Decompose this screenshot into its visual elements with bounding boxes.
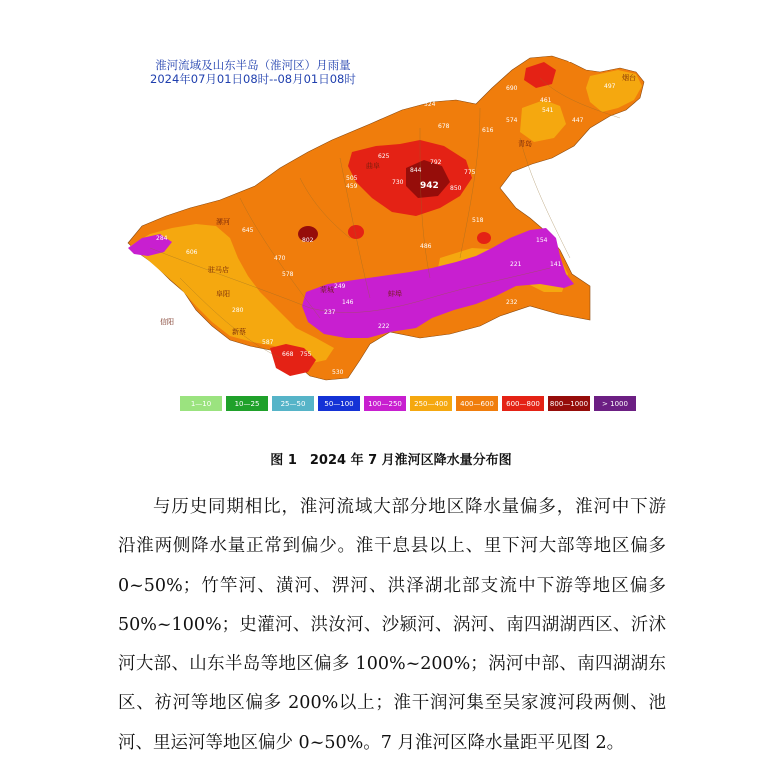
legend-item-100-250: 100—250 [364,396,406,411]
legend-item-10-25: 10—25 [226,396,268,411]
paragraph-line: 50%~100%；史灌河、洪汝河、沙颍河、涡河、南四湖湖西区、沂沭 [118,614,666,635]
map-title-line1: 淮河流域及山东半岛（淮河区）月雨量 [155,58,351,72]
value-label: 678 [438,123,450,130]
body-paragraph [118,488,666,763]
legend-item-250-400: 250—400 [410,396,452,411]
value-label: 237 [324,309,336,316]
value-label: 844 [410,167,422,174]
place-label: 烟台 [622,74,636,82]
legend-item-25-50: 25—50 [272,396,314,411]
value-label: 530 [332,369,344,376]
value-label: 461 [540,97,552,104]
value-label: 232 [506,299,518,306]
value-label: 616 [482,127,494,134]
value-label: 850 [450,185,462,192]
value-label: 447 [572,117,584,124]
place-label: 青岛 [518,140,532,148]
value-label: 468 [456,95,468,102]
value-label: 486 [420,243,432,250]
value-label: 314 [396,89,408,96]
map-title-line2: 2024年07月01日08时--08月01日08时 [150,72,356,86]
rainfall-map [120,48,668,420]
value-label: 775 [464,169,476,176]
value-label: 524 [424,101,436,108]
figure-caption: 图 1 2024 年 7 月淮河区降水量分布图 [270,453,512,468]
place-label: 蒙城 [320,286,334,294]
value-label: 470 [274,255,286,262]
legend-item-800-1000: 800—1000 [548,396,590,411]
place-label: 曲阜 [366,162,380,170]
value-label: 518 [472,217,484,224]
value-label: 505 [346,175,358,182]
value-label: 558 [568,57,580,64]
value-label: 249 [334,283,346,290]
value-label: 802 [302,237,314,244]
legend-item-400-600: 400—600 [456,396,498,411]
paragraph-line: 与历史同期相比，淮河流域大部分地区降水量偏多，淮河中下游 [153,497,666,517]
value-label: 497 [604,83,616,90]
value-label: 645 [242,227,254,234]
legend-item-over-1000: > 1000 [594,396,636,411]
paragraph-line: 河、里运河等地区偏少 0~50%。7 月淮河区降水量距平见图 2。 [118,732,625,753]
value-label: 668 [282,351,294,358]
value-label: 154 [536,237,548,244]
legend-item-600-800: 600—800 [502,396,544,411]
paragraph-line: 区、祊河等地区偏多 200%以上；淮干润河集至吴家渡河段两侧、池 [118,693,666,714]
value-label: 730 [392,179,404,186]
value-label: 541 [542,107,554,114]
value-label: 221 [510,261,522,268]
value-label: 587 [262,339,274,346]
place-label: 漯河 [216,218,230,226]
value-label: 578 [282,271,294,278]
map-legend [180,396,636,411]
place-label: 蚌埠 [388,290,402,298]
map-title [150,58,356,86]
paragraph-line: 河大部、山东半岛等地区偏多 100%~200%；涡河中部、南四湖湖东 [118,654,666,675]
value-label: 755 [300,351,312,358]
place-label: 驻马店 [208,266,229,274]
value-label: 574 [506,117,518,124]
value-label: 284 [156,235,168,242]
value-label: 280 [232,307,244,314]
value-label: 942 [420,181,439,191]
value-label: 146 [342,299,354,306]
value-label: 792 [430,159,442,166]
legend-item-50-100: 50—100 [318,396,360,411]
value-label: 141 [550,261,562,268]
place-label: 阜阳 [216,290,230,298]
legend-item-1-10: 1—10 [180,396,222,411]
value-label: 459 [346,183,358,190]
place-label: 新蔡 [232,328,246,336]
paragraph-line: 沿淮两侧降水量正常到偏少。淮干息县以上、里下河大部等地区偏多 [118,536,666,557]
place-label: 信阳 [160,318,174,326]
value-label: 222 [378,323,390,330]
value-label: 690 [506,85,518,92]
map-region-600-800-spot2 [477,232,491,244]
rainfall-map-figure [120,48,668,420]
value-label: 606 [186,249,198,256]
value-label: 625 [378,153,390,160]
paragraph-line: 0~50%；竹竿河、潢河、淠河、洪泽湖北部支流中下游等地区偏多 [118,575,666,596]
